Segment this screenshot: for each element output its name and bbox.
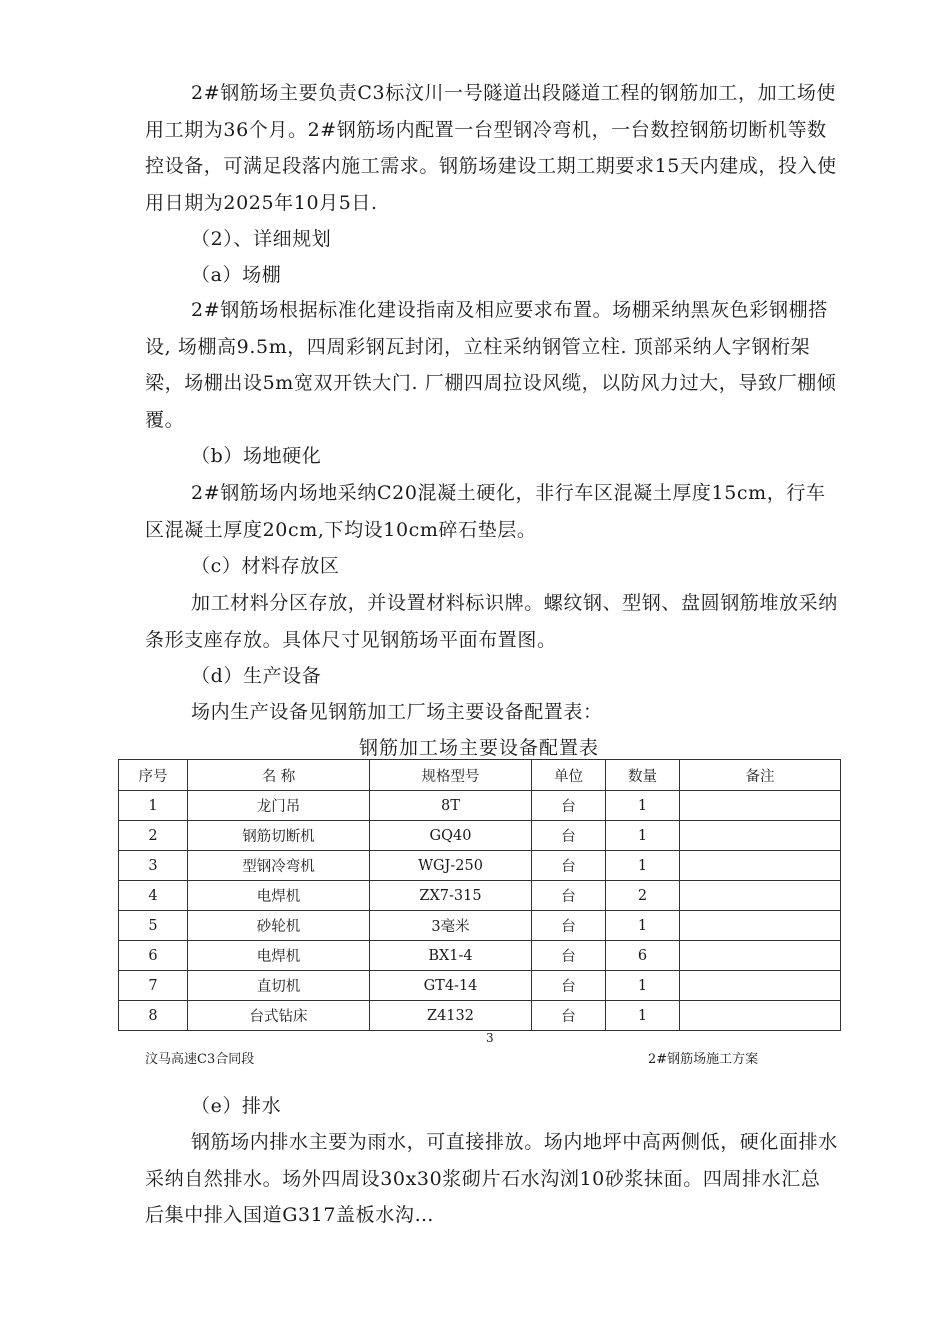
cell-quantity: 1 bbox=[606, 971, 680, 1001]
table-row bbox=[119, 791, 841, 821]
paragraph-a: 2#钢筋场根据标准化建设指南及相应要求布置。场棚采纳黑灰色彩钢棚搭设, 场棚高9.5m，四周彩钢瓦封闭，立柱采纳钢管立柱. 顶部采纳人字钢桁架梁，场棚出设5m宽双开铁大门. 厂棚四周拉设风缆，以防风力过大，导致厂棚倾覆。 bbox=[145, 299, 837, 431]
cell-quantity: 1 bbox=[606, 821, 680, 851]
cell-remarks bbox=[680, 1001, 841, 1031]
cell-quantity: 6 bbox=[606, 941, 680, 971]
cell-model: GQ40 bbox=[370, 821, 532, 851]
header-model: 规格型号 bbox=[370, 760, 532, 791]
table-row bbox=[119, 881, 841, 911]
cell-index: 7 bbox=[119, 971, 188, 1001]
section-heading-2: （2）、详细规划 bbox=[191, 228, 332, 250]
cell-unit: 台 bbox=[532, 851, 606, 881]
cell-unit: 台 bbox=[532, 971, 606, 1001]
paragraph-c: 加工材料分区存放，并设置材料标识牌。螺纹钢、型钢、盘圆钢筋堆放采纳条形支座存放。具体尺寸见钢筋场平面布置图。 bbox=[145, 592, 838, 651]
cell-quantity: 1 bbox=[606, 1001, 680, 1031]
cell-quantity: 1 bbox=[606, 851, 680, 881]
cell-unit: 台 bbox=[532, 911, 606, 941]
cell-index: 6 bbox=[119, 941, 188, 971]
footer-contract-section: 汶马高速C3合同段 bbox=[145, 1052, 255, 1067]
cell-index: 4 bbox=[119, 881, 188, 911]
cell-unit: 台 bbox=[532, 821, 606, 851]
cell-remarks bbox=[680, 941, 841, 971]
paragraph-e: 钢筋场内排水主要为雨水，可直接排放。场内地坪中高两侧低，硬化面排水采纳自然排水。场外四周设30x30浆砌片石水沟浏10砂浆抹面。四周排水汇总后集中排入国道G317盖板水沟… bbox=[145, 1131, 838, 1226]
cell-remarks bbox=[680, 821, 841, 851]
table-row bbox=[119, 1001, 841, 1031]
page-number: 3 bbox=[486, 1031, 494, 1045]
equipment-table bbox=[118, 759, 841, 1031]
cell-name: 型钢冷弯机 bbox=[188, 851, 370, 881]
paragraph-intro: 2#钢筋场主要负责C3标汶川一号隧道出段隧道工程的钢筋加工，加工场使用工期为36个月。2#钢筋场内配置一台型钢冷弯机，一台数控钢筋切断机等数控设备，可满足段落内施工需求。钢筋场建设工期工期要求15天内建成，投入使用日期为2025年10月5日. bbox=[145, 82, 837, 214]
cell-index: 2 bbox=[119, 821, 188, 851]
cell-name: 电焊机 bbox=[188, 941, 370, 971]
cell-name: 电焊机 bbox=[188, 881, 370, 911]
paragraph-b: 2#钢筋场内场地采纳C20混凝土硬化，非行车区混凝土厚度15cm，行车区混凝土厚度20cm,下均设10cm碎石垫层。 bbox=[145, 482, 826, 541]
cell-unit: 台 bbox=[532, 941, 606, 971]
cell-remarks bbox=[680, 851, 841, 881]
cell-model: 8T bbox=[370, 791, 532, 821]
cell-model: Z4132 bbox=[370, 1001, 532, 1031]
header-name: 名 称 bbox=[188, 760, 370, 791]
cell-remarks bbox=[680, 911, 841, 941]
header-quantity: 数量 bbox=[606, 760, 680, 791]
cell-unit: 台 bbox=[532, 791, 606, 821]
table-row bbox=[119, 821, 841, 851]
heading-d: （d）生产设备 bbox=[191, 665, 322, 687]
cell-index: 5 bbox=[119, 911, 188, 941]
table-row bbox=[119, 941, 841, 971]
header-remarks: 备注 bbox=[680, 760, 841, 791]
table-header-row bbox=[119, 760, 841, 791]
cell-quantity: 1 bbox=[606, 911, 680, 941]
cell-name: 龙门吊 bbox=[188, 791, 370, 821]
cell-model: ZX7-315 bbox=[370, 881, 532, 911]
footer-document-title: 2#钢筋场施工方案 bbox=[648, 1052, 759, 1067]
cell-model: 3毫米 bbox=[370, 911, 532, 941]
cell-index: 1 bbox=[119, 791, 188, 821]
cell-index: 8 bbox=[119, 1001, 188, 1031]
cell-name: 台式钻床 bbox=[188, 1001, 370, 1031]
cell-quantity: 1 bbox=[606, 791, 680, 821]
cell-remarks bbox=[680, 791, 841, 821]
paragraph-d: 场内生产设备见钢筋加工厂场主要设备配置表： bbox=[191, 701, 603, 723]
heading-b: （b）场地硬化 bbox=[191, 445, 322, 467]
cell-name: 砂轮机 bbox=[188, 911, 370, 941]
table-row bbox=[119, 971, 841, 1001]
cell-name: 直切机 bbox=[188, 971, 370, 1001]
cell-quantity: 2 bbox=[606, 881, 680, 911]
cell-index: 3 bbox=[119, 851, 188, 881]
heading-c: （c）材料存放区 bbox=[191, 555, 340, 577]
cell-unit: 台 bbox=[532, 881, 606, 911]
table-row bbox=[119, 911, 841, 941]
heading-e: （e）排水 bbox=[191, 1095, 282, 1117]
cell-name: 钢筋切断机 bbox=[188, 821, 370, 851]
cell-model: BX1-4 bbox=[370, 941, 532, 971]
cell-remarks bbox=[680, 971, 841, 1001]
table-row bbox=[119, 851, 841, 881]
heading-a: （a）场棚 bbox=[191, 264, 282, 286]
cell-model: GT4-14 bbox=[370, 971, 532, 1001]
header-index: 序号 bbox=[119, 760, 188, 791]
cell-model: WGJ-250 bbox=[370, 851, 532, 881]
cell-remarks bbox=[680, 881, 841, 911]
cell-unit: 台 bbox=[532, 1001, 606, 1031]
table-caption: 钢筋加工场主要设备配置表 bbox=[358, 737, 599, 759]
header-unit: 单位 bbox=[532, 760, 606, 791]
